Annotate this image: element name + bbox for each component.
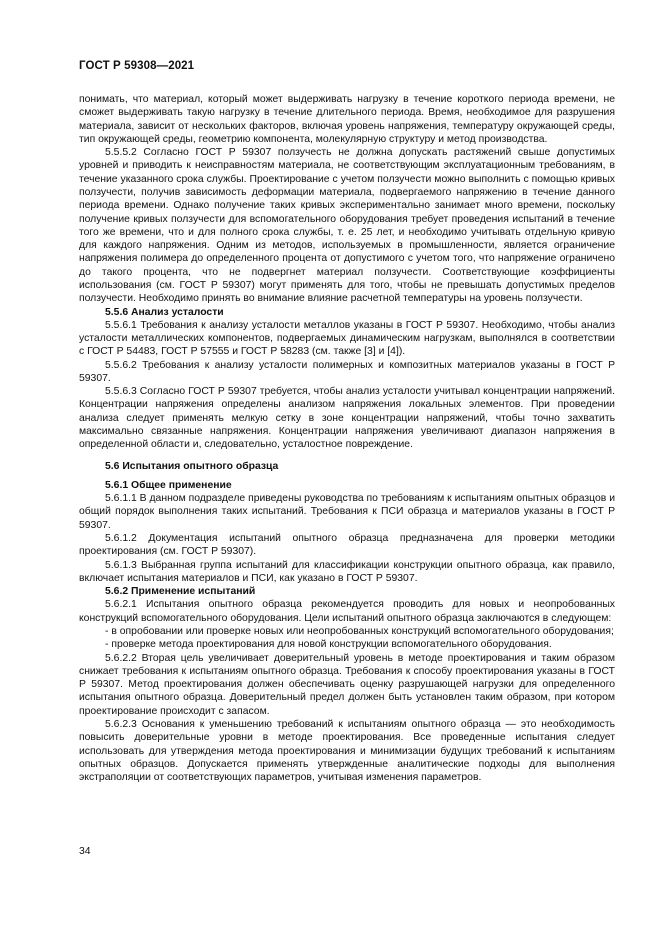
list-item-2: - проверке метода проектирования для новой конструкции вспомогательного оборудования. xyxy=(105,639,552,651)
para-5-6-2-1: 5.6.2.1 Испытания опытного образца рекомендуется проводить для новых и неопробованных конструкций вспомогательного оборудования. Цели испытаний опытного образца заключаются в следующем: xyxy=(79,599,615,624)
list-item-1: - в опробовании или проверке новых или неопробованных конструкций вспомогательного оборудования; xyxy=(105,625,614,637)
standard-header: ГОСТ Р 59308—2021 xyxy=(79,60,195,72)
page-number: 34 xyxy=(79,846,91,857)
para-5-5-6-2: 5.5.6.2 Требования к анализу усталости полимерных и композитных материалов указаны в ГОСТ Р 59307. xyxy=(79,359,615,384)
heading-5-6-2: 5.6.2 Применение испытаний xyxy=(105,586,256,598)
para-continuation: понимать, что материал, который может выдерживать нагрузку в течение короткого периода времени, не сможет выдерживать такую нагрузку в течение длительного периода. Время, необходимое для разрушения материала, зависит от нескольких факторов, включая уровень напряжения, температуру окружающей среды, тип окружающей среды, геометрию компонента, молекулярную структуру и метод производства. xyxy=(79,94,615,145)
heading-5-6-1: 5.6.1 Общее применение xyxy=(105,479,232,491)
para-5-6-1-2: 5.6.1.2 Документация испытаний опытного образца предназначена для проверки методики проектирования (см. ГОСТ Р 59307). xyxy=(79,533,615,558)
para-5-5-6-3: 5.5.6.3 Согласно ГОСТ Р 59307 требуется, чтобы анализ усталости учитывал концентрации напряжений. Концентрации напряжения определены анализом напряжения локальных элементов. При проведении анализа следует применять мелкую сетку в зоне концентрации напряжений, чтобы точно захватить максимально связанные напряжения. Концентрации напряжения увеличивают диапазон напряжения в определенной области и, следовательно, усталостное повреждение. xyxy=(79,386,615,451)
body-text xyxy=(79,93,615,784)
para-5-5-5-2: 5.5.5.2 Согласно ГОСТ Р 59307 ползучесть не должна допускать растяжений свыше допустимых уровней и приводить к неисправностям материала, не соответствующим эксплуатационным требованиям, в течение указанного срока службы. Проектирование с учетом ползучести можно выполнить с помощью кривых ползучести, получив зависимость деформации материала, подвергаемого напряжению в течение данного периода времени. Однако получение таких кривых экспериментально занимает много времени, поскольку получение кривых ползучести для вспомогательного оборудования требует проведения испытаний в течение того же времени, что и для полного срока службы, т. е. 25 лет, и необходимо учитывать отдельную кривую для каждого напряжения. Одним из методов, используемых в промышленности, является ограничение напряжения полимера до определенного процента от допустимого с учетом того, что напряжение ограничено до такого процента, что не подвергнет материал ползучести. Соответствующие коэффициенты использования (см. ГОСТ Р 59307) могут применять для того, чтобы не превышать допустимых пределов ползучести. Необходимо принять во внимание влияние расчетной температуры на уровень ползучести. xyxy=(79,147,615,305)
heading-5-6: 5.6 Испытания опытного образца xyxy=(105,460,279,472)
para-5-5-6-1: 5.5.6.1 Требования к анализу усталости металлов указаны в ГОСТ Р 59307. Необходимо, чтобы анализ усталости металлических компонентов, подвергаемых динамическим нагрузкам, выполнялся в соответствии с ГОСТ Р 54483, ГОСТ Р 57555 и ГОСТ Р 58283 (см. также [3] и [4]). xyxy=(79,319,615,358)
para-5-6-2-3: 5.6.2.3 Основания к уменьшению требований к испытаниям опытного образца — это необходимость повысить доверительные уровни в методе проектирования. Все проведенные испытания следует использовать для утверждения метода проектирования и минимизации будущих требований к испытаниям опытных образцов. Допускается применять утвержденные аналитические подходы для выполнения экстраполяции от соответствующих параметров, учитывая изменения параметров. xyxy=(79,718,615,784)
para-5-6-1-1: 5.6.1.1 В данном подразделе приведены руководства по требованиям к испытаниям опытных образцов и общий порядок выполнения таких испытаний. Требования к ПСИ образца и материалов указаны в ГОСТ Р 59307. xyxy=(79,493,615,531)
para-5-6-1-3: 5.6.1.3 Выбранная группа испытаний для классификации конструкции опытного образца, как правило, включает испытания материалов и ПСИ, как указано в ГОСТ Р 59307. xyxy=(79,559,615,584)
para-5-6-2-2: 5.6.2.2 Вторая цель увеличивает доверительный уровень в методе проектирования и таким образом снижает требования к испытаниям опытного образца. Требования к способу проектирования указаны в ГОСТ Р 59307. Метод проектирования должен обеспечивать оценку разрушающей нагрузки для определенного испытания опытного образца. Доверительный предел должен быть установлен таким образом, при котором проектирование происходит с запасом. xyxy=(79,652,615,717)
heading-5-5-6: 5.5.6 Анализ усталости xyxy=(105,306,224,318)
